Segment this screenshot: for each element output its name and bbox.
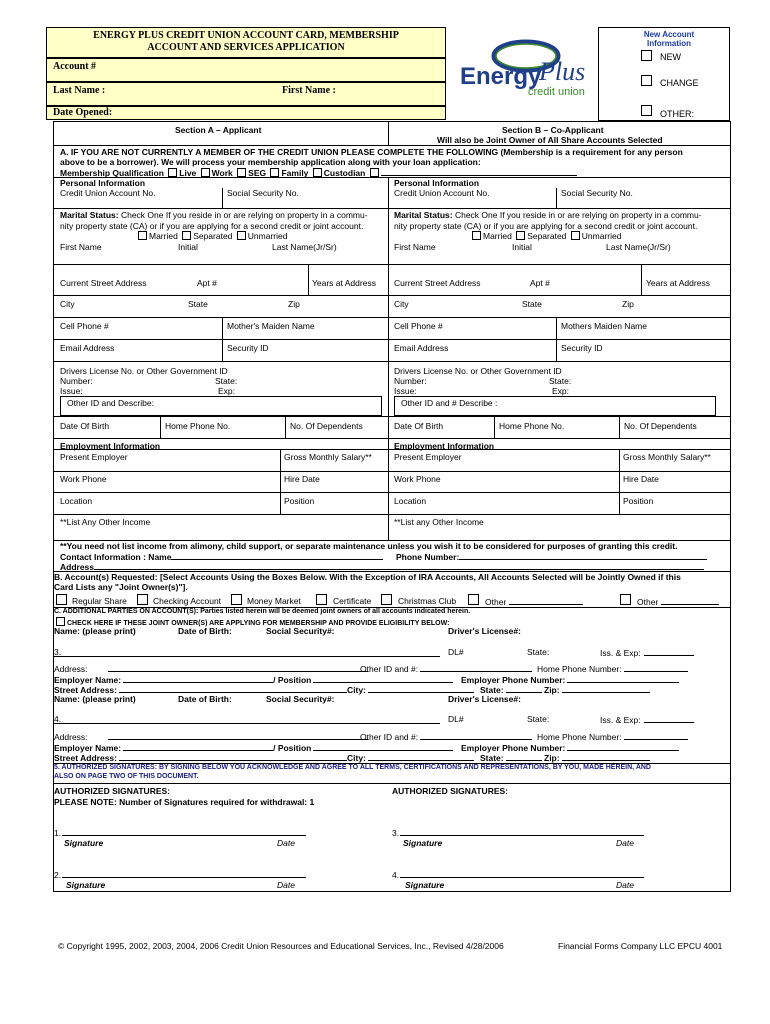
coapplicant-personal-info: Personal Information: [394, 178, 480, 188]
applicant-years[interactable]: Years at Address: [312, 278, 376, 288]
sig1-signature-label: Signature: [64, 838, 104, 848]
applicant-dl-number[interactable]: Number:: [60, 376, 93, 386]
applicant-other-id-label: Other ID and Describe:: [67, 398, 154, 408]
coapplicant-state[interactable]: State: [522, 299, 542, 309]
money-market-label: Money Market: [247, 596, 301, 606]
joint-owner-membership-checkbox[interactable]: [56, 617, 65, 626]
regular-share-checkbox[interactable]: [56, 594, 67, 605]
sig4-number: 4.: [392, 870, 400, 880]
section-b-title: Section B – Co-Applicant: [502, 125, 604, 135]
applicant-work-phone[interactable]: Work Phone: [60, 474, 107, 484]
coapplicant-unmarried-checkbox[interactable]: [571, 231, 580, 240]
sig2-line[interactable]: [62, 877, 306, 878]
employer-name-label: Employer Name:: [54, 743, 122, 753]
party3-iss-exp[interactable]: [600, 647, 694, 658]
party4-address[interactable]: [54, 731, 368, 742]
coapplicant-dob[interactable]: Date Of Birth: [394, 421, 444, 431]
form-title-line2: ACCOUNT AND SERVICES APPLICATION: [147, 42, 345, 53]
address-label: Address:: [54, 732, 88, 742]
phone-number-label: Phone Number:: [396, 552, 460, 562]
party4-header: Name: (please print): [54, 694, 136, 704]
coapplicant-cu-account[interactable]: Credit Union Account No.: [394, 188, 490, 198]
applicant-dob[interactable]: Date Of Birth: [60, 421, 110, 431]
party3-home-phone[interactable]: [537, 663, 688, 674]
change-label: CHANGE: [660, 78, 699, 88]
iss-exp-label: Iss. & Exp:: [600, 648, 641, 658]
certificate-checkbox[interactable]: [316, 594, 327, 605]
other-qual-checkbox[interactable]: [370, 168, 379, 177]
coapplicant-years[interactable]: Years at Address: [646, 278, 710, 288]
income-note: **You need not list income from alimony, child support, or separate maintenance unless you wish it to be considered for purposes of granting this credit.: [60, 541, 678, 551]
other2-text: Other: [637, 597, 659, 607]
position-label: / Position: [273, 675, 312, 685]
marital-text1: Check One If you reside in or are relying on property in a commu-: [120, 210, 368, 220]
party3-address[interactable]: [54, 663, 368, 674]
applicant-last-name[interactable]: Last Name(Jr/Sr): [272, 242, 337, 252]
sig3-signature-label: Signature: [403, 838, 443, 848]
applicant-unmarried-checkbox[interactable]: [237, 231, 246, 240]
applicant-employer[interactable]: Present Employer: [60, 452, 128, 462]
applicant-city[interactable]: City: [60, 299, 75, 309]
applicant-first-name[interactable]: First Name: [60, 242, 102, 252]
family-label: Family: [281, 168, 309, 178]
withdrawal-note: PLEASE NOTE: Number of Signatures required for withdrawal: 1: [54, 797, 315, 807]
street-label: Street Address:: [54, 753, 117, 763]
accounts-title1: B. Account(s) Requested: [Select Accounts Using the Boxes Below. With the Exception of IRA Accounts, All Accounts Selected will be Jointly Owned if this: [54, 572, 681, 582]
coapplicant-hire[interactable]: Hire Date: [623, 474, 659, 484]
footer-company: Financial Forms Company LLC EPCU 4001: [558, 941, 723, 951]
applicant-apt[interactable]: Apt #: [197, 278, 217, 288]
separated-label: Separated: [193, 231, 233, 241]
coapplicant-city[interactable]: City: [394, 299, 409, 309]
marital-text2: nity property state (CA) or if you are applying for a second credit or joint account.: [60, 220, 364, 231]
authorized-notice2: ALSO ON PAGE TWO OF THIS DOCUMENT.: [54, 773, 199, 780]
party4-iss-exp[interactable]: [600, 714, 694, 725]
coapplicant-other-id-label: Other ID and # Describe :: [401, 398, 498, 408]
date-opened-field[interactable]: [46, 106, 446, 120]
applicant-employment: Employment Information: [60, 441, 161, 451]
other1-label[interactable]: [485, 596, 583, 607]
account-number-field[interactable]: [46, 58, 446, 82]
party4-ssn-label: Social Security#:: [266, 694, 335, 704]
sig1-number: 1.: [54, 828, 62, 838]
zip-label: Zip:: [544, 753, 560, 763]
employer-phone-label: Employer Phone Number:: [461, 675, 566, 685]
coapplicant-separated-checkbox[interactable]: [516, 231, 525, 240]
live-label: Live: [179, 168, 197, 178]
separated-label: Separated: [527, 231, 567, 241]
money-market-checkbox[interactable]: [231, 594, 242, 605]
applicant-ssn[interactable]: Social Security No.: [227, 188, 299, 198]
marital-label: Marital Status:: [394, 210, 453, 220]
applicant-security-id[interactable]: Security ID: [227, 343, 269, 353]
authorized-left-title: AUTHORIZED SIGNATURES:: [54, 786, 171, 796]
applicant-maiden[interactable]: Mother's Maiden Name: [227, 321, 315, 331]
party4-number[interactable]: 4.: [54, 714, 62, 724]
last-name-label: Last Name :: [53, 85, 106, 96]
coapplicant-cell[interactable]: Cell Phone #: [394, 321, 443, 331]
additional-check-text: CHECK HERE IF THESE JOINT OWNER(S) ARE APPLYING FOR MEMBERSHIP AND PROVIDE ELIGIBILITY BELOW:: [67, 620, 450, 627]
new-account-info-label: New Account Information: [643, 30, 695, 48]
sig3-date-label: Date: [616, 838, 634, 848]
coapplicant-dependents[interactable]: No. Of Dependents: [624, 421, 697, 431]
authorized-notice1: 5. AUTHORIZED SIGNATURES: BY SIGNING BELOW YOU ACKNOWLEDGE AND AGREE TO ALL TERMS, CERTIFICATIONS AND REPRESENTATIONS, BY YOU, MADE HEREIN, AND: [54, 764, 651, 771]
party3-dl-label: Driver's License#:: [448, 626, 521, 636]
section-a-intro: A. IF YOU ARE NOT CURRENTLY A MEMBER OF THE CREDIT UNION PLEASE COMPLETE THE FOLLOWING (Membership is a requirement for any person: [60, 147, 683, 157]
applicant-state[interactable]: State: [188, 299, 208, 309]
coapplicant-first-name[interactable]: First Name: [394, 242, 436, 252]
applicant-salary[interactable]: Gross Monthly Salary**: [284, 452, 372, 462]
applicant-marital: [60, 210, 368, 242]
sig4-line[interactable]: [400, 877, 644, 878]
party3-dob-label: Date of Birth:: [178, 626, 232, 636]
other1-text: Other: [485, 597, 507, 607]
party3-ssn-label: Social Security#:: [266, 626, 335, 636]
work-label: Work: [211, 168, 233, 178]
energy-plus-logo: [452, 28, 592, 100]
party3-other-id[interactable]: [360, 663, 532, 674]
logo-energy-text: Energy: [460, 63, 542, 90]
party3-number[interactable]: 3.: [54, 647, 62, 657]
other-id-label: Other ID and #:: [360, 732, 419, 742]
applicant-other-income[interactable]: **List Any Other Income: [60, 517, 151, 527]
section-a-intro2: above to be a borrower). We will process your membership application along with your loan application:: [60, 157, 481, 167]
coapplicant-street[interactable]: Current Street Address: [394, 278, 481, 288]
coapplicant-maiden[interactable]: Mothers Maiden Name: [561, 321, 647, 331]
party4-state[interactable]: State:: [527, 714, 550, 724]
authorized-right-title: AUTHORIZED SIGNATURES:: [392, 786, 509, 796]
marital-text1: Check One If you reside in or are relying on property in a commu-: [454, 210, 702, 220]
party4-street[interactable]: [54, 752, 474, 763]
sig3-line[interactable]: [400, 835, 644, 836]
coapplicant-home-phone[interactable]: Home Phone No.: [499, 421, 565, 431]
marital-label: Marital Status:: [60, 210, 119, 220]
applicant-dl-exp[interactable]: Exp:: [218, 386, 236, 396]
state-label: State:: [480, 685, 504, 695]
account-number-label: Account #: [53, 61, 97, 72]
section-a-title: Section A – Applicant: [175, 125, 262, 135]
seg-checkbox[interactable]: [237, 168, 246, 177]
applicant-dl-state[interactable]: State:: [215, 376, 238, 386]
marital-text2: nity property state (CA) or if you are applying for a second credit or joint account.: [394, 220, 698, 231]
employer-phone-label: Employer Phone Number:: [461, 743, 566, 753]
applicant-email[interactable]: Email Address: [60, 343, 115, 353]
logo-credit-union-text: credit union: [528, 86, 585, 98]
address-label: Address: [60, 562, 95, 572]
sig3-number: 3.: [392, 828, 400, 838]
party4-home-phone[interactable]: [537, 731, 688, 742]
coapplicant-married-checkbox[interactable]: [472, 231, 481, 240]
coapplicant-other-id-box[interactable]: [394, 396, 716, 416]
sig1-date-label: Date: [277, 838, 295, 848]
address-label: Address:: [54, 664, 88, 674]
coapplicant-dl[interactable]: Drivers License No. or Other Government ID: [394, 366, 562, 376]
accounts-title2: Card Lists any "Joint Owner(s)"].: [54, 582, 188, 592]
coapplicant-location[interactable]: Location: [394, 496, 427, 506]
employer-name-label: Employer Name:: [54, 675, 122, 685]
applicant-personal-info: Personal Information: [60, 178, 146, 188]
coapplicant-zip[interactable]: Zip: [622, 299, 634, 309]
contact-name-label: Contact Information : Name: [60, 552, 172, 562]
party4-state-zip[interactable]: [480, 752, 650, 763]
applicant-married-checkbox[interactable]: [138, 231, 147, 240]
new-label: NEW: [660, 52, 681, 62]
account-info-box: [598, 27, 730, 121]
footer-copyright: © Copyright 1995, 2002, 2003, 2004, 2006 Credit Union Resources and Educational Services, Inc., Revised 4/28/2006: [58, 941, 504, 951]
coapplicant-last-name[interactable]: Last Name(Jr/Sr): [606, 242, 671, 252]
coapplicant-employer[interactable]: Present Employer: [394, 452, 462, 462]
coapplicant-initial[interactable]: Initial: [512, 242, 532, 252]
coapplicant-marital: [394, 210, 702, 242]
logo-plus-text: Plus: [539, 57, 586, 86]
custodian-label: Custodian: [323, 168, 366, 178]
married-label: Married: [483, 231, 512, 241]
additional-title: C. ADDITIONAL PARTIES ON ACCOUNT(S): Parties listed herein will be deemed joint owners of all accounts indicated herein.: [54, 608, 471, 615]
applicant-location[interactable]: Location: [60, 496, 93, 506]
applicant-position[interactable]: Position: [284, 496, 315, 506]
other-checkbox[interactable]: [641, 105, 652, 116]
sig1-line[interactable]: [62, 835, 306, 836]
party3-header: [54, 626, 136, 636]
coapplicant-email[interactable]: Email Address: [394, 343, 449, 353]
sig4-date-label: Date: [616, 880, 634, 890]
applicant-home-phone[interactable]: Home Phone No.: [165, 421, 231, 431]
new-checkbox[interactable]: [641, 50, 652, 61]
applicant-dependents[interactable]: No. Of Dependents: [290, 421, 363, 431]
checking-checkbox[interactable]: [137, 594, 148, 605]
city-label: City:: [346, 753, 366, 763]
position-label: / Position: [273, 743, 312, 753]
seg-label: SEG: [248, 168, 267, 178]
sig4-signature-label: Signature: [405, 880, 445, 890]
live-checkbox[interactable]: [168, 168, 177, 177]
qualification-label: Membership Qualification: [60, 168, 164, 178]
applicant-other-id-box[interactable]: [60, 396, 382, 416]
christmas-club-label: Christmas Club: [398, 596, 457, 606]
applicant-initial[interactable]: Initial: [178, 242, 198, 252]
party4-dl-label: Driver's License#:: [448, 694, 521, 704]
applicant-separated-checkbox[interactable]: [182, 231, 191, 240]
coapplicant-position[interactable]: Position: [623, 496, 654, 506]
applicant-hire[interactable]: Hire Date: [284, 474, 320, 484]
other2-checkbox[interactable]: [620, 594, 631, 605]
applicant-dl[interactable]: Drivers License No. or Other Government ID: [60, 366, 228, 376]
coapplicant-dl-exp[interactable]: Exp:: [552, 386, 570, 396]
other-id-label: Other ID and #:: [360, 664, 419, 674]
sig2-date-label: Date: [277, 880, 295, 890]
applicant-cu-account[interactable]: Credit Union Account No.: [60, 188, 156, 198]
first-name-label: First Name :: [282, 85, 336, 96]
sig2-signature-label: Signature: [66, 880, 106, 890]
name-print-label: Name: (please print): [54, 626, 136, 636]
applicant-cell[interactable]: Cell Phone #: [60, 321, 109, 331]
street-label: Street Address:: [54, 685, 117, 695]
party4-dl[interactable]: DL#: [448, 714, 464, 724]
party3-state[interactable]: State:: [527, 647, 550, 657]
custodian-checkbox[interactable]: [313, 168, 322, 177]
applicant-zip[interactable]: Zip: [288, 299, 300, 309]
header-title-box: [46, 27, 446, 58]
home-phone-label: Home Phone Number:: [537, 664, 622, 674]
party4-other-id[interactable]: [360, 731, 532, 742]
regular-share-label: Regular Share: [72, 596, 127, 606]
married-label: Married: [149, 231, 178, 241]
checking-label: Checking Account: [153, 596, 222, 606]
other-label: OTHER:: [660, 109, 695, 119]
zip-label: Zip:: [544, 685, 560, 695]
home-phone-label: Home Phone Number:: [537, 732, 622, 742]
coapplicant-employment: Employment Information: [394, 441, 495, 451]
work-checkbox[interactable]: [201, 168, 210, 177]
party4-dob-label: Date of Birth:: [178, 694, 232, 704]
applicant-street[interactable]: Current Street Address: [60, 278, 147, 288]
form-title-line1: ENERGY PLUS CREDIT UNION ACCOUNT CARD, MEMBERSHIP: [93, 30, 399, 41]
sig2-number: 2.: [54, 870, 62, 880]
applicant-dl-issue[interactable]: Issue:: [60, 386, 83, 396]
unmarried-label: Unmarried: [247, 231, 288, 241]
section-b-subtitle: Will also be Joint Owner of All Share Accounts Selected: [437, 135, 663, 145]
city-label: City:: [346, 685, 366, 695]
party3-dl[interactable]: DL#: [448, 647, 464, 657]
unmarried-label: Unmarried: [581, 231, 622, 241]
iss-exp-label: Iss. & Exp:: [600, 715, 641, 725]
coapplicant-ssn[interactable]: Social Security No.: [561, 188, 633, 198]
other2-label[interactable]: [637, 596, 719, 607]
change-checkbox[interactable]: [641, 75, 652, 86]
coapplicant-dl-number[interactable]: Number:: [394, 376, 427, 386]
name-row: [46, 82, 446, 106]
coapplicant-salary[interactable]: Gross Monthly Salary**: [623, 452, 711, 462]
other1-checkbox[interactable]: [468, 594, 479, 605]
state-label: State:: [480, 753, 504, 763]
coapplicant-apt[interactable]: Apt #: [530, 278, 550, 288]
coapplicant-dl-state[interactable]: State:: [549, 376, 572, 386]
coapplicant-work-phone[interactable]: Work Phone: [394, 474, 441, 484]
family-checkbox[interactable]: [270, 168, 279, 177]
coapplicant-security-id[interactable]: Security ID: [561, 343, 603, 353]
date-opened-label: Date Opened:: [53, 107, 113, 118]
coapplicant-dl-issue[interactable]: Issue:: [394, 386, 417, 396]
coapplicant-other-income[interactable]: **List any Other Income: [394, 517, 484, 527]
christmas-club-checkbox[interactable]: [381, 594, 392, 605]
certificate-label: Certificate: [333, 596, 372, 606]
